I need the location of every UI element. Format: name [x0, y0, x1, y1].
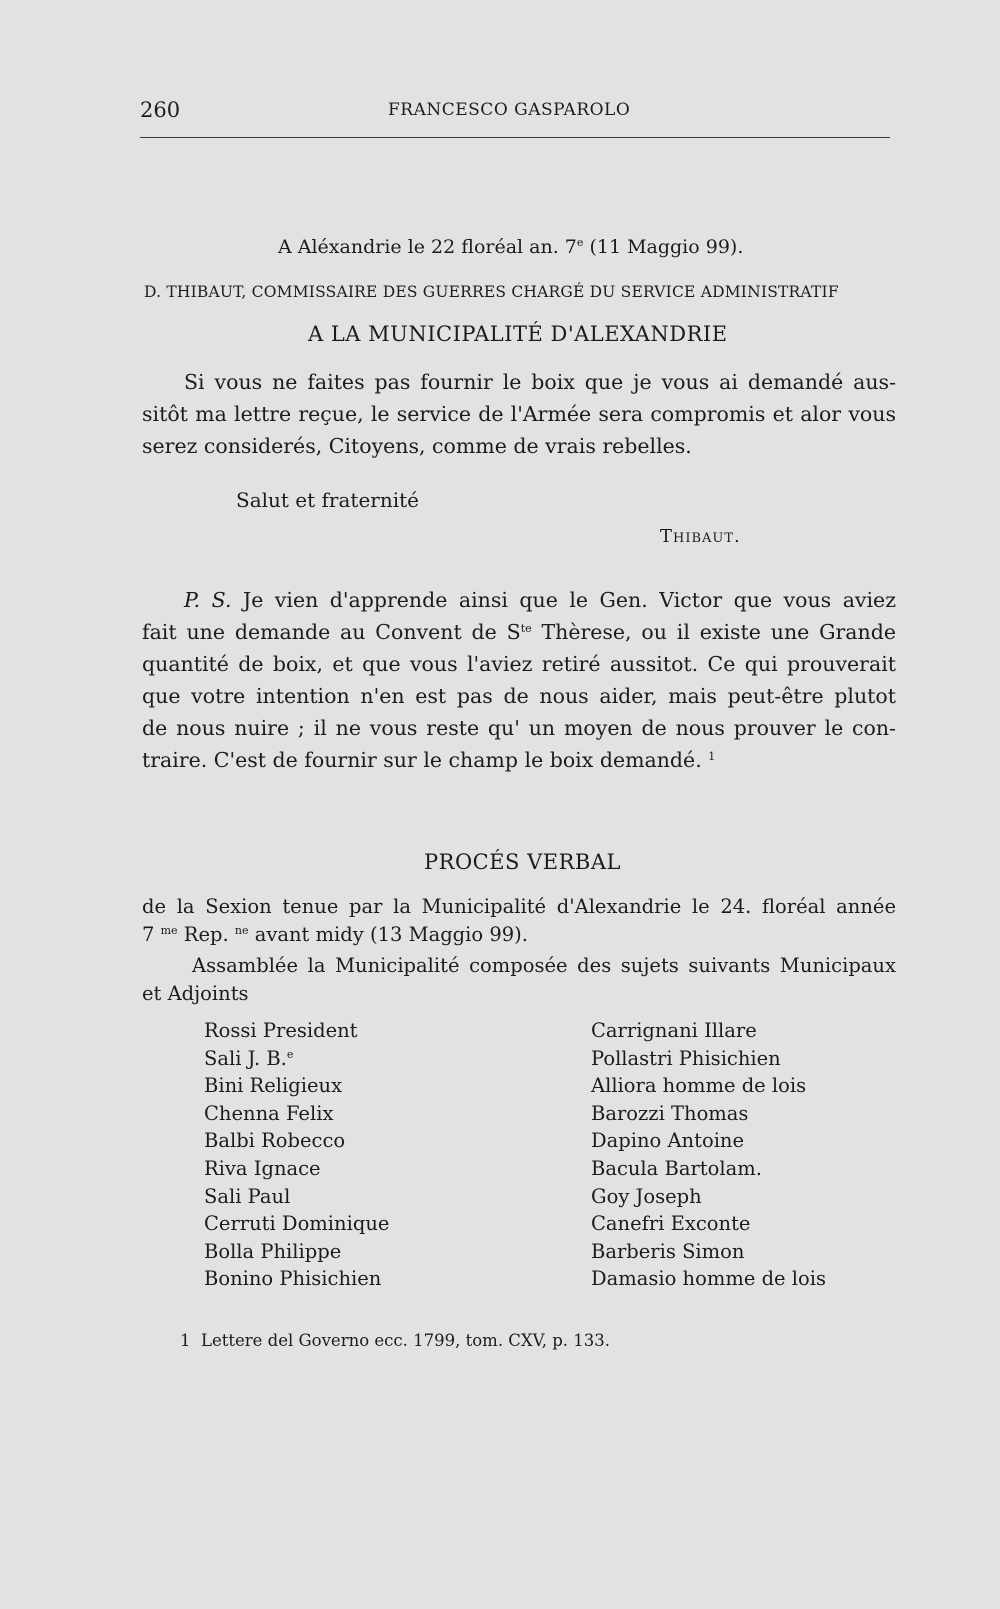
ps-superscript: te [520, 622, 532, 635]
postscript-line: que votre intention n'en est pas de nous aider, mais peut-être plutot [142, 684, 896, 708]
footnote-mark: 1 [180, 1331, 191, 1350]
postscript-line: de nous nuire ; il ne vous reste qu' un moyen de nous prouver le con- [142, 716, 896, 740]
member-name: Cerruti Dominique [204, 1212, 390, 1236]
intro-line: de la Sexion tenue par la Municipalité d'Alexandrie le 24. floréal année [142, 895, 896, 918]
footnote-reference: 1 [708, 750, 716, 763]
salutation: Salut et fraternité [236, 488, 419, 512]
letter-body-line: sitôt ma lettre reçue, le service de l'Armée sera compromis et alor vous [142, 402, 896, 426]
member-name: Riva Ignace [204, 1156, 321, 1180]
letter-recipient: A LA MUNICIPALITÉ D'ALEXANDRIE [308, 322, 728, 346]
letter-body [142, 366, 896, 462]
header-rule [140, 137, 890, 138]
assembly-paragraph [142, 952, 896, 1008]
letter-dateline [278, 236, 743, 258]
member-name [204, 1045, 389, 1073]
section-title: PROCÉS VERBAL [424, 850, 621, 874]
proces-verbal-intro [142, 893, 896, 949]
member-name: Goy Joseph [591, 1184, 702, 1208]
member-name: Damasio homme de lois [591, 1267, 827, 1291]
ps-text: Je vien d'apprende ainsi que le Gen. Victor que vous aviez [231, 588, 896, 612]
member-superscript: e [286, 1047, 294, 1061]
assembly-line: et Adjoints [142, 982, 249, 1005]
letter-body-line: Si vous ne faites pas fournir le boix que je vous ai demandé aus- [184, 370, 896, 394]
dateline-superscript: e [576, 236, 584, 249]
letter-body-line: serez considerés, Citoyens, comme de vrais rebelles. [142, 434, 692, 458]
intro-text: 7 [142, 923, 155, 946]
letter-sender: D. THIBAUT, COMMISSAIRE DES GUERRES CHARGÉ DU SERVICE ADMINISTRATIF [144, 283, 839, 301]
member-name: Alliora homme de lois [591, 1074, 807, 1098]
postscript-line [142, 744, 896, 776]
member-name: Canefri Exconte [591, 1212, 751, 1236]
member-name: Carrignani Illare [591, 1019, 757, 1042]
member-name: Bonino Phisichien [204, 1267, 382, 1291]
member-name: Chenna Felix [204, 1101, 334, 1125]
dateline-date: (11 Maggio 99). [583, 236, 744, 258]
intro-superscript: me [160, 924, 178, 937]
signature: Thibaut. [660, 526, 741, 547]
ps-label: P. S. [184, 588, 232, 612]
member-name: Balbi Robecco [204, 1129, 346, 1153]
intro-superscript: ne [234, 924, 249, 937]
member-name: Dapino Antoine [591, 1129, 745, 1153]
member-name: Bini Religieux [204, 1074, 343, 1098]
ps-text: Thèrese, ou il existe une Grande [531, 620, 896, 644]
page-number: 260 [140, 98, 181, 122]
member-name: Barozzi Thomas [591, 1101, 749, 1125]
footnote [180, 1331, 610, 1350]
ps-text: fait une demande au Convent de S [142, 620, 521, 644]
postscript-line [142, 616, 896, 648]
member-text: Sali J. B. [204, 1046, 287, 1070]
postscript [142, 584, 896, 776]
postscript-line [142, 584, 896, 616]
members-right-column [591, 1017, 826, 1293]
intro-text: avant midy (13 Maggio 99). [248, 923, 528, 946]
running-title: FRANCESCO GASPAROLO [388, 100, 631, 120]
ps-text: traire. C'est de fournir sur le champ le boix demandé. [142, 748, 702, 772]
member-name: Bacula Bartolam. [591, 1156, 762, 1180]
postscript-line: quantité de boix, et que vous l'aviez retiré aussitot. Ce qui prouverait [142, 652, 896, 676]
member-name: Bolla Philippe [204, 1239, 342, 1263]
footnote-text: Lettere del Governo ecc. 1799, tom. CXV, p. 133. [201, 1331, 610, 1350]
intro-line [142, 921, 896, 949]
member-name: Pollastri Phisichien [591, 1046, 781, 1070]
assembly-line: Assamblée la Municipalité composée des sujets suivants Municipaux [192, 954, 896, 977]
member-name: Barberis Simon [591, 1239, 745, 1263]
dateline-text: A Aléxandrie le 22 floréal an. 7 [278, 236, 577, 258]
member-name: Sali Paul [204, 1184, 291, 1208]
intro-text: Rep. [177, 923, 229, 946]
member-name: Rossi President [204, 1019, 358, 1042]
members-left-column [204, 1017, 389, 1293]
